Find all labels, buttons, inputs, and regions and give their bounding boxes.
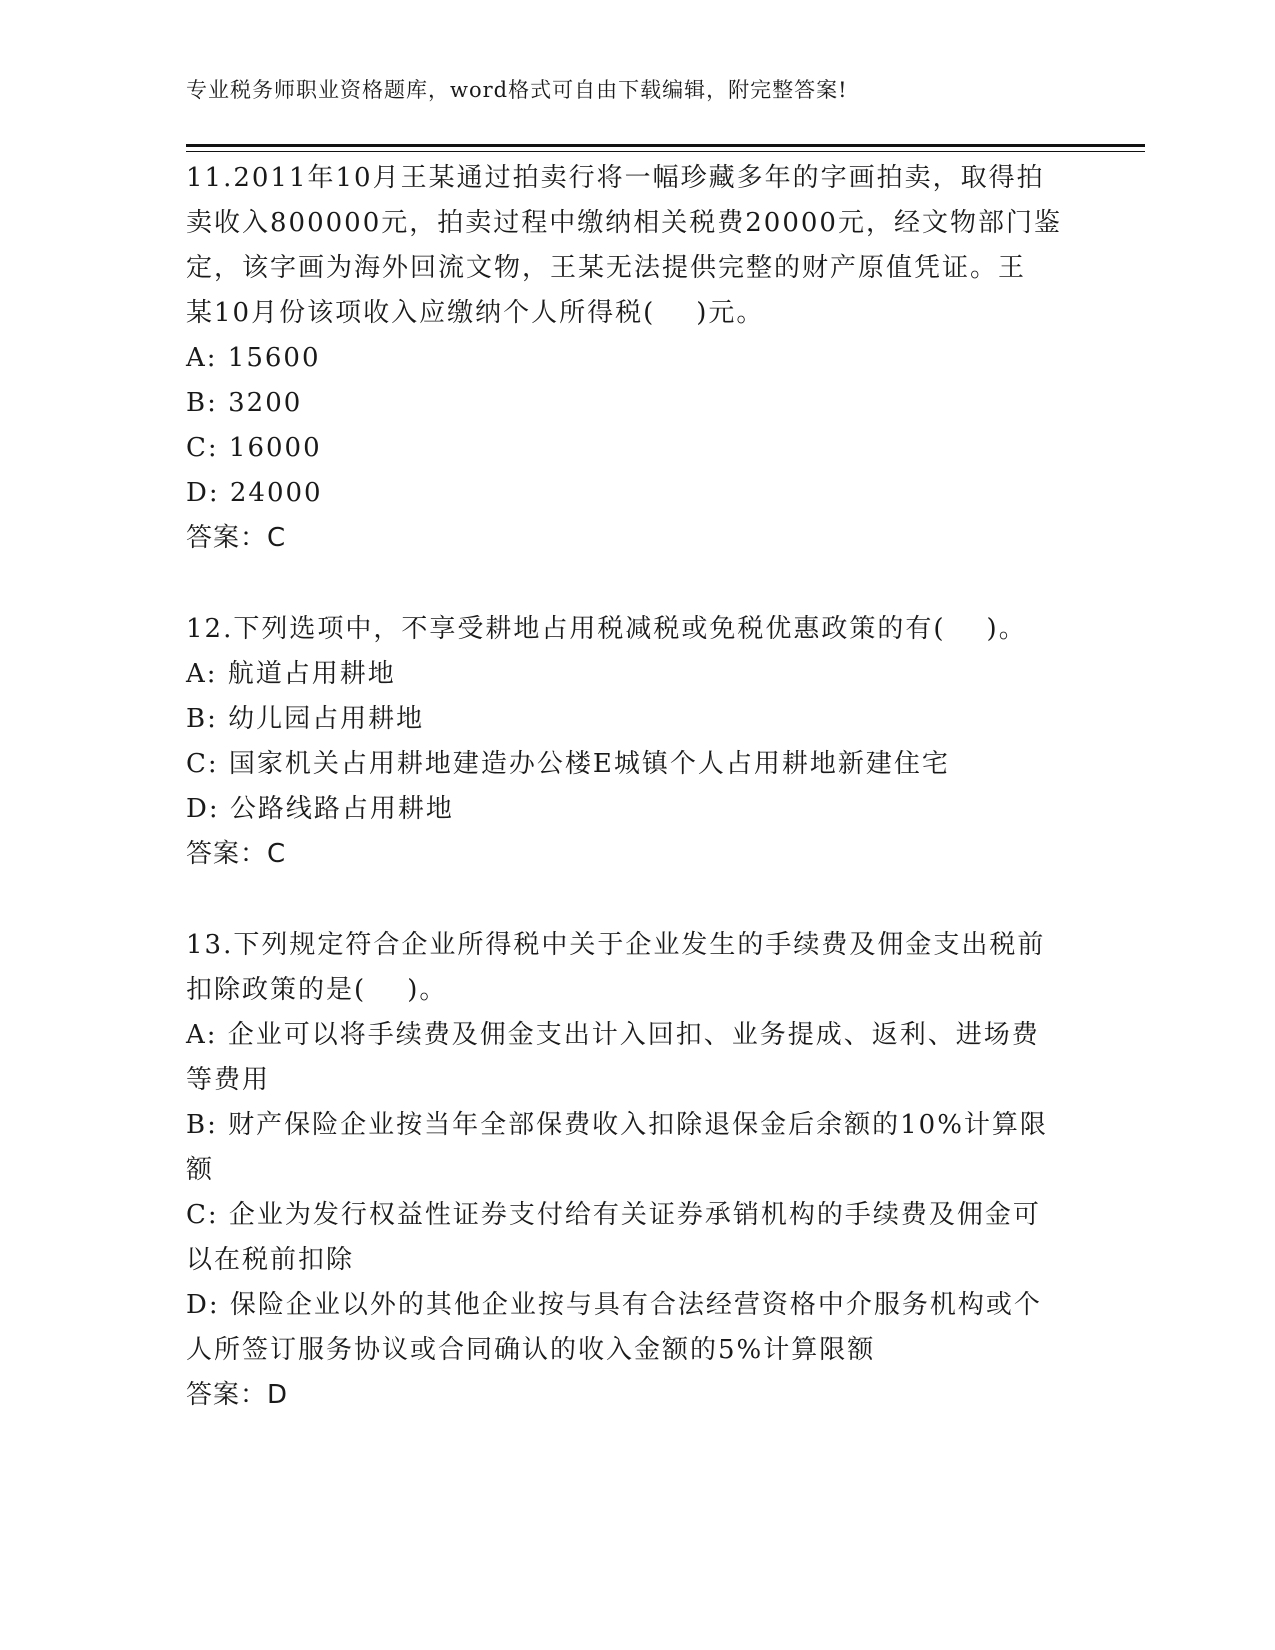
option-a: A: 企业可以将手续费及佣金支出计入回扣、业务提成、返利、进场费 (186, 1020, 1040, 1050)
option-b: B: 财产保险企业按当年全部保费收入扣除退保金后余额的10%计算限 (186, 1110, 1048, 1140)
option-c: C: 国家机关占用耕地建造办公楼E城镇个人占用耕地新建住宅 (186, 749, 950, 779)
question-11 (186, 156, 1066, 561)
question-stem-line: 11.2011年10月王某通过拍卖行将一幅珍藏多年的字画拍卖，取得拍 (186, 163, 1045, 193)
option-a: A: 航道占用耕地 (186, 659, 396, 689)
option-d: D: 24000 (186, 478, 323, 508)
option-c-continued: 以在税前扣除 (186, 1245, 355, 1275)
option-a-continued: 等费用 (186, 1065, 271, 1095)
option-c: C: 16000 (186, 433, 322, 463)
answer-label: 答案：D (186, 1380, 289, 1410)
option-b-continued: 额 (186, 1155, 215, 1185)
option-d-continued: 人所签订服务协议或合同确认的收入金额的5%计算限额 (186, 1335, 876, 1365)
page-header: 专业税务师职业资格题库，word格式可自由下载编辑，附完整答案! (186, 78, 848, 102)
question-12 (186, 607, 1066, 877)
question-stem-line: 12.下列选项中，不享受耕地占用税减税或免税优惠政策的有( )。 (186, 614, 1027, 644)
answer-label: 答案：C (186, 839, 287, 869)
option-c: C: 企业为发行权益性证券支付给有关证券承销机构的手续费及佣金可 (186, 1200, 1041, 1230)
answer-label: 答案：C (186, 523, 287, 553)
option-a: A: 15600 (186, 343, 321, 373)
question-stem-line: 某10月份该项收入应缴纳个人所得税( )元。 (186, 298, 765, 328)
header-rule-thin (186, 151, 1145, 152)
option-b: B: 3200 (186, 388, 303, 418)
option-b: B: 幼儿园占用耕地 (186, 704, 425, 734)
question-stem-line: 扣除政策的是( )。 (186, 975, 448, 1005)
question-13 (186, 923, 1066, 1418)
question-list (186, 156, 1066, 1464)
header-rule-thick (186, 144, 1145, 147)
option-d: D: 公路线路占用耕地 (186, 794, 454, 824)
option-d: D: 保险企业以外的其他企业按与具有合法经营资格中介服务机构或个 (186, 1290, 1042, 1320)
question-stem-line: 13.下列规定符合企业所得税中关于企业发生的手续费及佣金支出税前 (186, 930, 1046, 960)
question-stem-line: 卖收入800000元，拍卖过程中缴纳相关税费20000元，经文物部门鉴 (186, 208, 1062, 238)
question-stem-line: 定，该字画为海外回流文物，王某无法提供完整的财产原值凭证。王 (186, 253, 1027, 283)
